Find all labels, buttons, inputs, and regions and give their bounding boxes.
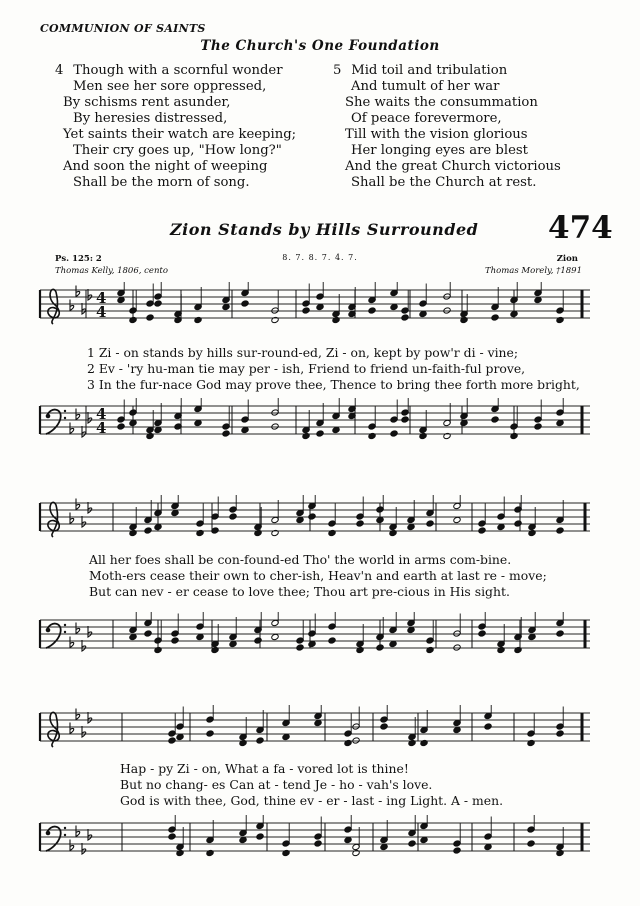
lyric-line: All her foes shall be con-found-ed Tho' the world in arms com-bine. (89, 552, 512, 567)
stanza-line: Till with the vision glorious (345, 127, 528, 142)
note-head (556, 316, 564, 323)
note-head (510, 310, 518, 317)
note-head (380, 723, 388, 730)
note-head (453, 644, 461, 651)
note-head (352, 737, 360, 744)
note-head (491, 416, 499, 423)
bass-clef-dot (46, 628, 51, 633)
flat-icon (82, 726, 86, 737)
scripture-reference: Ps. 125: 2 (55, 254, 102, 264)
note-head (296, 644, 304, 651)
note-head (556, 527, 564, 534)
flat-icon (70, 300, 74, 311)
note-head (176, 849, 184, 856)
note-head (256, 737, 264, 744)
flat-icon (88, 712, 92, 723)
note-head (154, 523, 162, 530)
hymn-title-church-foundation: The Church's One Foundation (200, 38, 440, 54)
note-head (478, 527, 486, 534)
note-head (497, 646, 505, 653)
note-head (271, 423, 279, 430)
note-head (344, 739, 352, 746)
note-head (332, 426, 340, 433)
stanza-line: 5 Mid toil and tribulation (333, 63, 508, 78)
author: Thomas Kelly, 1806, cento (55, 266, 168, 276)
stanza-line: Yet saints their watch are keeping; (63, 127, 297, 142)
note-head (420, 836, 428, 843)
flat-icon (70, 723, 74, 734)
system-2-bass-staff (0, 612, 640, 662)
stanza-5 (333, 63, 561, 191)
note-head (534, 423, 542, 430)
note-head (344, 836, 352, 843)
note-head (528, 529, 536, 536)
treble-clef-icon (48, 502, 59, 537)
note-head (556, 630, 564, 637)
note-head (460, 419, 468, 426)
time-signature-bottom: 4 (96, 303, 107, 321)
note-head (302, 432, 310, 439)
stanza-line: Their cry goes up, "How long?" (73, 143, 282, 158)
lyric-line: God is with thee, God, thine ev - er - last - ing Light. A - men. (120, 793, 504, 808)
note-head (389, 529, 397, 536)
system-1-bass-staff (0, 398, 640, 448)
note-head (332, 316, 340, 323)
stanza-line: By schisms rent asunder, (63, 95, 231, 110)
stanza-line: And tumult of her war (351, 79, 500, 94)
note-head (174, 316, 182, 323)
note-head (241, 426, 249, 433)
flat-icon (88, 502, 92, 513)
stanza-line: Her longing eyes are blest (351, 143, 528, 158)
note-head (129, 419, 137, 426)
note-head (196, 633, 204, 640)
flat-icon (88, 626, 92, 637)
note-head (146, 432, 154, 439)
note-head (129, 316, 137, 323)
note-head (510, 432, 518, 439)
note-head (328, 637, 336, 644)
note-head (380, 843, 388, 850)
treble-clef-icon (48, 289, 59, 324)
flat-icon (82, 516, 86, 527)
flat-icon (70, 840, 74, 851)
stanza-line: And soon the night of weeping (63, 159, 268, 174)
time-signature-bottom: 4 (96, 419, 107, 437)
note-head (407, 626, 415, 633)
lyric-line: 2 Ev - 'ry hu-man tie may per - ish, Friend to friend un-faith-ful prove, (87, 361, 526, 376)
flat-icon (76, 499, 80, 510)
note-head (171, 637, 179, 644)
time-signature-top: 4 (96, 289, 107, 307)
note-head (426, 646, 434, 653)
flat-icon (70, 637, 74, 648)
note-head (368, 432, 376, 439)
note-head (314, 719, 322, 726)
note-head (484, 843, 492, 850)
bass-clef-dot (64, 834, 66, 836)
note-head (514, 646, 522, 653)
flat-icon (82, 426, 86, 437)
note-head (368, 307, 376, 314)
note-head (196, 529, 204, 536)
note-head (484, 723, 492, 730)
lyric-line: Hap - py Zi - on, What a fa - vored lot is thine! (120, 761, 409, 776)
note-head (144, 630, 152, 637)
note-head (328, 529, 336, 536)
stanza-line: Of peace forevermore, (351, 111, 502, 126)
flat-icon (88, 289, 92, 300)
note-head (390, 303, 398, 310)
note-head (376, 516, 384, 523)
system-3-treble-staff (0, 705, 640, 755)
note-head (356, 520, 364, 527)
note-head (314, 840, 322, 847)
bass-clef-dot (64, 417, 66, 419)
note-head (254, 529, 262, 536)
section-label: COMMUNION OF SAINTS (40, 22, 206, 35)
flat-icon (88, 412, 92, 423)
note-head (556, 730, 564, 737)
note-head (407, 523, 415, 530)
note-head (282, 849, 290, 856)
note-head (271, 633, 279, 640)
note-head (356, 646, 364, 653)
note-head (229, 640, 237, 647)
note-head (556, 419, 564, 426)
flat-icon (82, 303, 86, 314)
note-head (527, 739, 535, 746)
bass-clef-dot (64, 410, 66, 412)
note-head (229, 513, 237, 520)
system-3-bass-staff (0, 815, 640, 865)
hymn-title-zion: Zion Stands by Hills Surrounded (170, 220, 479, 239)
flat-icon (76, 286, 80, 297)
note-head (154, 646, 162, 653)
lyric-line: Moth-ers cease their own to cher-ish, Heav'n and earth at last re - move; (89, 568, 547, 583)
note-head (534, 296, 542, 303)
flat-icon (76, 826, 80, 837)
time-signature-top: 4 (96, 405, 107, 423)
note-head (419, 310, 427, 317)
note-head (194, 419, 202, 426)
stanza-line: She waits the consummation (345, 95, 538, 110)
note-head (222, 303, 230, 310)
flat-icon (76, 623, 80, 634)
stanza-line: And the great Church victorious (345, 159, 561, 174)
bass-clef-dot (46, 831, 51, 836)
flat-icon (70, 513, 74, 524)
note-head (527, 840, 535, 847)
lyric-line: But can nev - er cease to love thee; Thou art pre-cious in His sight. (89, 584, 510, 599)
bass-clef-dot (64, 827, 66, 829)
note-head (271, 529, 279, 536)
treble-clef-icon (48, 712, 59, 747)
bass-clef-dot (64, 624, 66, 626)
stanza-line: By heresies distressed, (73, 111, 228, 126)
note-head (308, 513, 316, 520)
note-head (478, 630, 486, 637)
composer: Thomas Morely, †1891 (484, 266, 582, 276)
note-head (296, 516, 304, 523)
flat-icon (88, 829, 92, 840)
note-head (443, 307, 451, 314)
lyric-line: 3 In the fur-nace God may prove thee, Thence to bring thee forth more bright, (87, 377, 580, 392)
stanza-line: Men see her sore oppressed, (73, 79, 267, 94)
note-head (460, 316, 468, 323)
note-head (453, 726, 461, 733)
bass-clef-dot (46, 414, 51, 419)
note-head (206, 849, 214, 856)
note-head (146, 314, 154, 321)
note-head (308, 640, 316, 647)
note-head (376, 644, 384, 651)
note-head (443, 432, 451, 439)
flat-icon (82, 843, 86, 854)
lyric-line: 1 Zi - on stands by hills sur-round-ed, Zi - on, kept by pow'r di - vine; (87, 345, 519, 360)
note-head (168, 737, 176, 744)
note-head (241, 300, 249, 307)
note-head (408, 739, 416, 746)
note-head (408, 840, 416, 847)
note-head (491, 314, 499, 321)
note-head (168, 833, 176, 840)
system-1-treble-staff (0, 282, 640, 332)
note-head (117, 296, 125, 303)
note-head (453, 847, 461, 854)
note-head (154, 300, 162, 307)
note-head (302, 307, 310, 314)
stanza-line: Shall be the Church at rest. (351, 175, 537, 190)
flat-icon (76, 409, 80, 420)
tune-name: Zion (556, 254, 578, 264)
note-head (256, 833, 264, 840)
note-head (389, 640, 397, 647)
note-head (352, 849, 360, 856)
note-head (117, 423, 125, 430)
note-head (497, 523, 505, 530)
stanza-line: Shall be the morn of song. (73, 175, 250, 190)
note-head (316, 430, 324, 437)
stanza-line: 4 Though with a scornful wonder (55, 63, 283, 78)
note-head (254, 637, 262, 644)
note-head (401, 416, 409, 423)
bass-clef-dot (64, 631, 66, 633)
note-head (129, 633, 137, 640)
note-head (419, 432, 427, 439)
note-head (420, 739, 428, 746)
note-head (426, 520, 434, 527)
meter: 8. 7. 8. 7. 4. 7. (282, 253, 358, 262)
note-head (206, 730, 214, 737)
note-head (453, 516, 461, 523)
flat-icon (82, 640, 86, 651)
note-head (390, 430, 398, 437)
flat-icon (76, 709, 80, 720)
note-head (171, 509, 179, 516)
note-head (271, 316, 279, 323)
note-head (239, 836, 247, 843)
lyric-line: But no chang- es Can at - tend Je - ho - vah's love. (120, 777, 433, 792)
note-head (556, 849, 564, 856)
note-head (194, 316, 202, 323)
note-head (401, 314, 409, 321)
flat-icon (70, 423, 74, 434)
note-head (514, 520, 522, 527)
system-2-treble-staff (0, 495, 640, 545)
note-head (154, 426, 162, 433)
note-head (176, 733, 184, 740)
note-head (239, 739, 247, 746)
hymn-number: 474 (548, 210, 613, 246)
note-head (282, 733, 290, 740)
note-head (129, 529, 137, 536)
note-head (316, 303, 324, 310)
stanza-4 (55, 63, 296, 191)
note-head (528, 633, 536, 640)
note-head (144, 527, 152, 534)
note-head (222, 430, 230, 437)
